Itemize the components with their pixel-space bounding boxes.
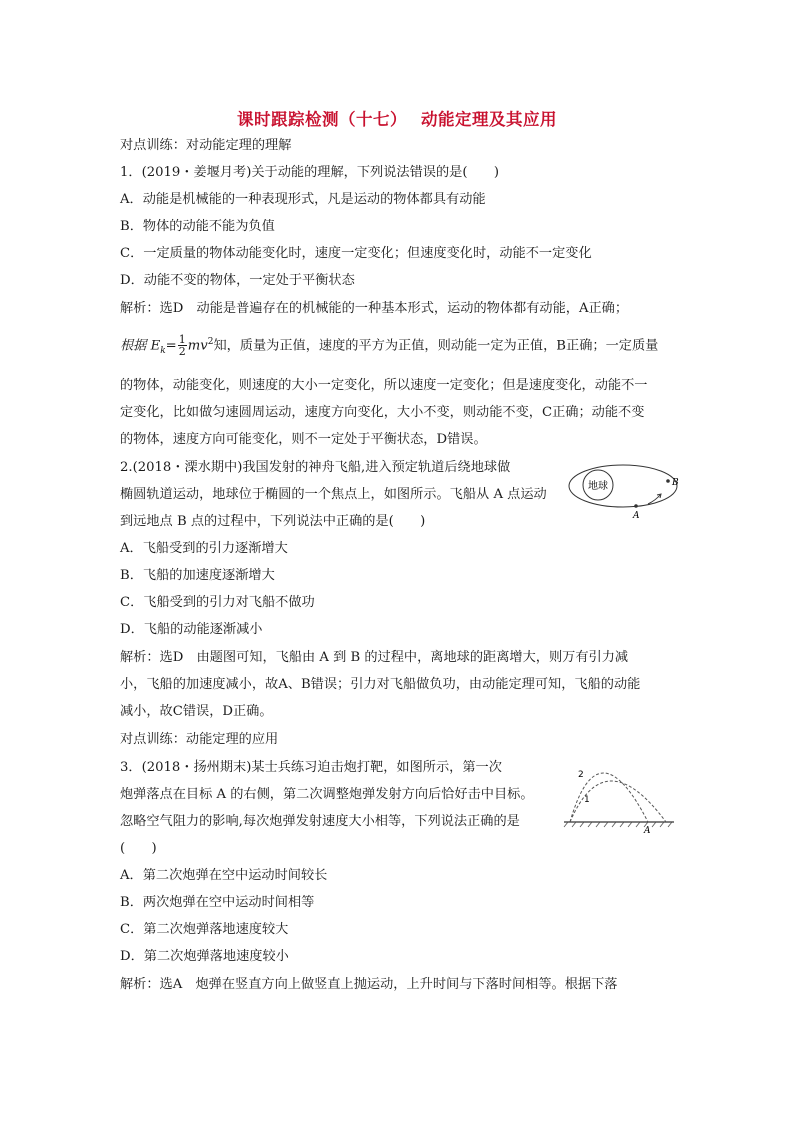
q3-answer-line-1: 解析：选A 炮弹在竖直方向上做竖直上抛运动，上升时间与下落时间相等。根据下落 xyxy=(120,977,618,992)
title-sub: 动能定理及其应用 xyxy=(421,110,557,129)
mv-symbol: mv xyxy=(187,338,208,354)
page-title xyxy=(0,106,794,130)
q3-stem-line-2: 炮弹落点在目标 A 的右侧，第二次调整炮弹发射方向后恰好击中目标。 xyxy=(120,787,534,802)
point-b-label: B xyxy=(672,478,679,488)
q1-answer-line-5: 的物体，速度方向可能变化，则不一定处于平衡状态，D错误。 xyxy=(120,432,487,447)
q1-answer-line-2 xyxy=(120,330,658,363)
q3-option-a: A．第二次炮弹在空中运动时间较长 xyxy=(120,868,328,883)
q1-option-c: C．一定质量的物体动能变化时，速度一定变化；但速度变化时，动能不一定变化 xyxy=(120,246,592,261)
q2-answer-line-3: 减小，故C错误，D正确。 xyxy=(120,704,273,719)
equals-sign: = xyxy=(165,338,177,354)
q1-answer-line-1: 解析：选D 动能是普遍存在的机械能的一种基本形式，运动的物体都有动能，A正确； xyxy=(120,301,629,316)
q1-answer-line-3: 的物体，动能变化，则速度的大小一定变化，所以速度一定变化；但是速度变化，动能不一 xyxy=(120,378,648,393)
q3-stem-line-1: 3．(2018・扬州期末)某士兵练习迫击炮打靶，如图所示，第一次 xyxy=(120,760,502,775)
point-a xyxy=(634,504,638,508)
q1-answer-line-4: 定变化，比如做匀速圆周运动，速度方向变化，大小不变，则动能不变，C正确；动能不变 xyxy=(120,405,645,420)
title-main: 课时跟踪检测（十七） xyxy=(237,110,407,129)
q3-option-d: D．第二次炮弹落地速度较小 xyxy=(120,949,289,964)
q2-option-c: C．飞船受到的引力对飞船不做功 xyxy=(120,595,315,610)
q2-option-b: B．飞船的加速度逐渐增大 xyxy=(120,568,275,583)
earth-label: 地球 xyxy=(588,481,608,492)
q2-answer-line-2: 小，飞船的加速度减小，故A、B错误；引力对飞船做负功，由动能定理可知，飞船的动能 xyxy=(120,677,641,692)
q2-stem-line-1: 2.(2018・溧水期中)我国发射的神舟飞船,进入预定轨道后绕地球做 xyxy=(120,460,511,475)
section-heading-2: 对点训练：动能定理的应用 xyxy=(120,732,279,747)
q1-option-b: B．物体的动能不能为负值 xyxy=(120,219,275,234)
ek-symbol: 根据 E xyxy=(120,338,161,354)
q2-option-a: A．飞船受到的引力逐渐增大 xyxy=(120,541,288,556)
point-b xyxy=(666,479,670,483)
trajectory-2-label: 2 xyxy=(578,770,584,780)
q2-stem-line-3: 到远地点 B 点的过程中，下列说法中正确的是( ) xyxy=(120,514,426,529)
target-a-label: A xyxy=(644,826,651,834)
q3-stem-line-4: ( ) xyxy=(120,841,157,856)
point-a-label: A xyxy=(633,511,640,521)
q2-stem-line-2: 椭圆轨道运动，地球位于椭圆的一个焦点上，如图所示。飞船从 A 点运动 xyxy=(120,487,547,502)
orbit-diagram xyxy=(566,462,684,522)
trajectory-diagram xyxy=(560,752,680,834)
mv-exponent: 2 xyxy=(207,337,214,347)
ek-subscript: k xyxy=(160,346,166,357)
q1-option-d: D．动能不变的物体，一定处于平衡状态 xyxy=(120,273,355,288)
q3-stem-line-3: 忽略空气阻力的影响,每次炮弹发射速度大小相等，下列说法正确的是 xyxy=(120,814,520,829)
q3-option-b: B．两次炮弹在空中运动时间相等 xyxy=(120,895,315,910)
trajectory-2 xyxy=(570,773,648,822)
trajectory-1-label: 1 xyxy=(584,795,590,805)
fraction-one-half: $\frac{1}{2}$ xyxy=(178,333,186,359)
direction-arrow xyxy=(648,495,660,504)
section-heading-1: 对点训练：对动能定理的理解 xyxy=(120,138,292,153)
q1-stem: 1．(2019・姜堰月考)关于动能的理解，下列说法错误的是( ) xyxy=(120,165,500,180)
q3-option-c: C．第二次炮弹落地速度较大 xyxy=(120,922,289,937)
q1-answer-line-2-text: 知，质量为正值，速度的平方为正值，则动能一定为正值，B正确；一定质量 xyxy=(213,338,659,354)
q2-answer-line-1: 解析：选D 由题图可知，飞船由 A 到 B 的过程中，离地球的距离增大，则万有引力减 xyxy=(120,650,629,665)
q1-option-a: A．动能是机械能的一种表现形式，凡是运动的物体都具有动能 xyxy=(120,192,486,207)
ground-hatching xyxy=(564,822,672,827)
q2-option-d: D．飞船的动能逐渐减小 xyxy=(120,622,263,637)
